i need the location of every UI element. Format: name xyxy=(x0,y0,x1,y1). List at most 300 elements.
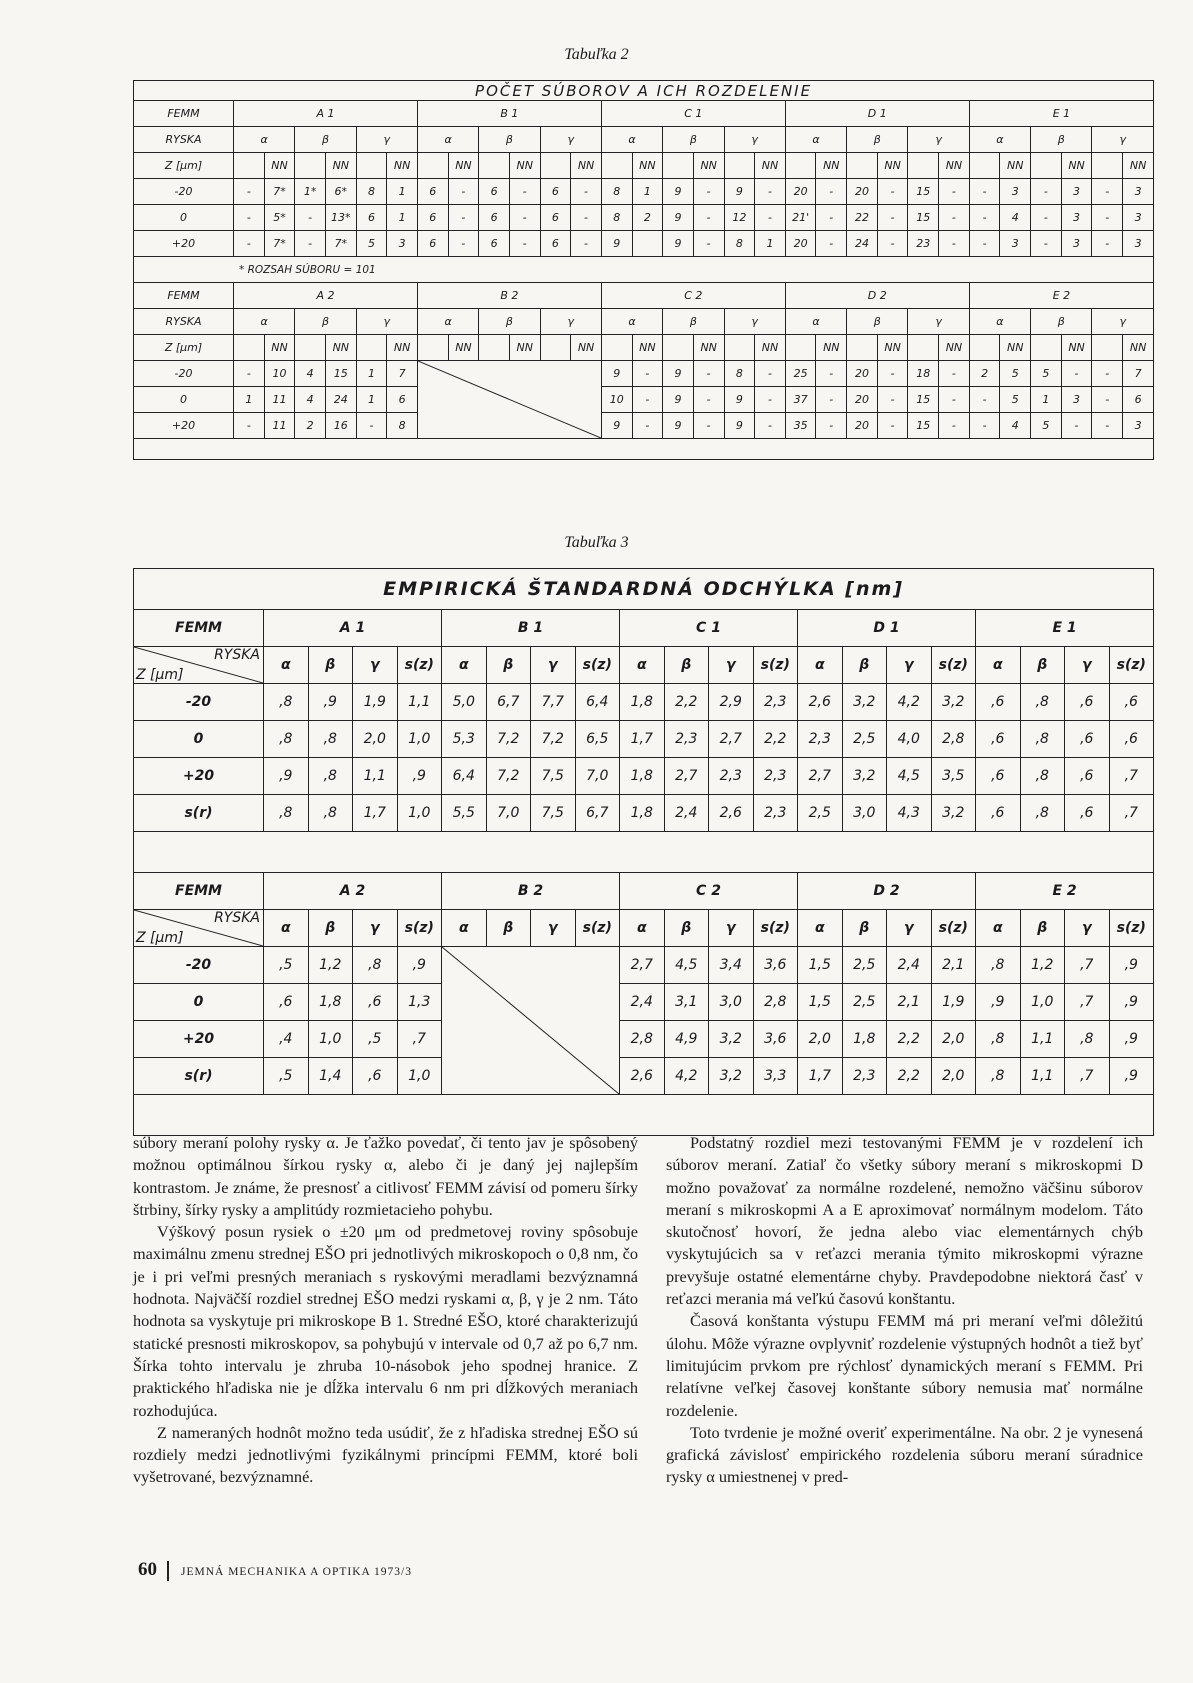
table-cell: 1,3 xyxy=(397,984,442,1021)
nn-label: NN xyxy=(877,335,908,361)
table-cell: - xyxy=(877,231,908,257)
table-cell: - xyxy=(939,205,970,231)
table-cell: 2,4 xyxy=(620,984,665,1021)
paragraph: Časová konštanta výstupu FEMM má pri meraní veľmi dôležitú úlohu. Môže výrazne ovplyvniť rozdelenie výstupných hodnôt a tiež byť limitujúcim prvkom pre rýchlosť dynamických meraní s FEMM. Pri relatívne veľkej časovej konštante súbory nemusia mať normálne rozdelenie. xyxy=(666,1311,1143,1420)
table-cell: 1 xyxy=(234,387,265,413)
table-cell: ,7 xyxy=(1109,758,1154,795)
data-row xyxy=(134,231,1154,257)
column-header: α xyxy=(976,910,1021,947)
blank-cell xyxy=(1092,153,1123,179)
table-cell: - xyxy=(939,387,970,413)
row-label: 0 xyxy=(134,721,264,758)
note-row xyxy=(134,257,1154,283)
microscope-header: B 1 xyxy=(417,101,601,127)
column-header: β xyxy=(308,910,353,947)
table-cell: 7,0 xyxy=(575,758,620,795)
table-cell: - xyxy=(632,387,663,413)
blank-cell xyxy=(1031,153,1062,179)
table-cell: - xyxy=(877,413,908,439)
table-cell: 6 xyxy=(417,205,448,231)
table-cell: - xyxy=(969,413,1000,439)
z-value: 0 xyxy=(134,387,234,413)
ryska-label: RYSKA xyxy=(134,127,234,153)
table-cell: ,7 xyxy=(397,1021,442,1058)
table-cell: 7* xyxy=(264,231,295,257)
table-cell: 3,5 xyxy=(931,758,976,795)
table-cell: - xyxy=(939,413,970,439)
z-um-label: Z [μm] xyxy=(136,930,184,946)
table-cell: 20 xyxy=(785,231,816,257)
column-header: α xyxy=(620,647,665,684)
microscope-header: B 1 xyxy=(442,610,620,647)
microscope-header: D 2 xyxy=(798,873,976,910)
z-value: +20 xyxy=(134,413,234,439)
ryska-row xyxy=(134,309,1154,335)
table-cell: 24 xyxy=(847,231,878,257)
title-row xyxy=(134,569,1154,610)
blank-cell xyxy=(479,335,510,361)
table-cell: 9 xyxy=(663,231,694,257)
table-cell: 6,5 xyxy=(575,721,620,758)
table-cell: ,9 xyxy=(397,947,442,984)
table-cell: 1,9 xyxy=(353,684,398,721)
table-cell: 20 xyxy=(847,361,878,387)
blank-cell xyxy=(234,153,265,179)
table-cell: 4,2 xyxy=(664,1058,709,1095)
table-cell: 23 xyxy=(908,231,939,257)
table-cell: - xyxy=(1031,179,1062,205)
z-value: 0 xyxy=(134,205,234,231)
table-cell: - xyxy=(509,179,540,205)
column-header-row xyxy=(134,910,1154,947)
table-cell: 2,8 xyxy=(620,1021,665,1058)
table-cell: - xyxy=(571,231,602,257)
table-cell: 9 xyxy=(663,361,694,387)
femm-label: FEMM xyxy=(134,610,264,647)
table-cell: 3,2 xyxy=(709,1021,754,1058)
table-cell: ,5 xyxy=(353,1021,398,1058)
table-cell: ,5 xyxy=(264,1058,309,1095)
column-header: α xyxy=(442,910,487,947)
table-cell: - xyxy=(969,387,1000,413)
table-cell: ,9 xyxy=(1109,984,1154,1021)
table-cell: 2,3 xyxy=(753,758,798,795)
spacer-row xyxy=(134,439,1154,460)
table-cell: - xyxy=(755,387,786,413)
table-cell: ,8 xyxy=(1020,795,1065,832)
z-um-label: Z [μm] xyxy=(136,667,184,683)
table-cell: 3 xyxy=(1061,387,1092,413)
table-cell: ,4 xyxy=(264,1021,309,1058)
table-cell: ,6 xyxy=(1065,721,1110,758)
femm-label: FEMM xyxy=(134,873,264,910)
data-row xyxy=(134,361,1154,387)
table-cell: 9 xyxy=(663,413,694,439)
table-cell: 2,3 xyxy=(753,795,798,832)
table-cell: - xyxy=(693,413,724,439)
greek-header: β xyxy=(663,127,724,153)
table-cell: ,8 xyxy=(353,947,398,984)
table-cell: ,8 xyxy=(976,1058,1021,1095)
row-label: 0 xyxy=(134,984,264,1021)
greek-header: α xyxy=(417,127,478,153)
table-cell: - xyxy=(234,179,265,205)
data-row xyxy=(134,1058,1154,1095)
column-header: β xyxy=(842,647,887,684)
table-cell: - xyxy=(448,231,479,257)
table-cell: - xyxy=(1092,387,1123,413)
table-cell: 1,1 xyxy=(397,684,442,721)
greek-header: γ xyxy=(908,309,969,335)
nn-label: NN xyxy=(693,335,724,361)
table-cell: 1,1 xyxy=(1020,1058,1065,1095)
table-title: POČET SÚBOROV A ICH ROZDELENIE xyxy=(134,81,1154,101)
nn-label: NN xyxy=(325,335,356,361)
table-cell: 8 xyxy=(356,179,387,205)
table-cell: 16 xyxy=(325,413,356,439)
greek-header: α xyxy=(969,127,1030,153)
table-cell: 6 xyxy=(540,231,571,257)
greek-header: γ xyxy=(356,309,417,335)
b2-empty-diagonal xyxy=(417,361,601,439)
nn-label: NN xyxy=(1123,335,1154,361)
data-row xyxy=(134,387,1154,413)
table-cell: - xyxy=(969,179,1000,205)
blank-cell xyxy=(234,335,265,361)
spacer-row xyxy=(134,1095,1154,1136)
greek-header: γ xyxy=(356,127,417,153)
greek-header: γ xyxy=(908,127,969,153)
table-cell: 6,7 xyxy=(575,795,620,832)
greek-header: γ xyxy=(1092,127,1154,153)
table-cell: ,8 xyxy=(308,795,353,832)
table-cell: - xyxy=(1061,361,1092,387)
group-header-row xyxy=(134,873,1154,910)
table-cell: 2,1 xyxy=(887,984,932,1021)
table-cell: - xyxy=(939,231,970,257)
table-cell: 2,5 xyxy=(842,984,887,1021)
table-cell: - xyxy=(755,179,786,205)
table-cell: ,6 xyxy=(976,721,1021,758)
table-cell: 7,2 xyxy=(486,758,531,795)
table-cell: 3 xyxy=(1123,205,1154,231)
nn-label: NN xyxy=(939,335,970,361)
table-cell: 2,0 xyxy=(798,1021,843,1058)
table-cell: 6 xyxy=(1123,387,1154,413)
row-label: -20 xyxy=(134,684,264,721)
blank-cell xyxy=(847,153,878,179)
table-cell: 1 xyxy=(356,387,387,413)
table-cell: 2,2 xyxy=(664,684,709,721)
table-cell: 2,8 xyxy=(931,721,976,758)
data-row xyxy=(134,179,1154,205)
table-cell: 3 xyxy=(1123,231,1154,257)
table-cell: ,9 xyxy=(264,758,309,795)
table-cell: 7,2 xyxy=(486,721,531,758)
table-cell: 35 xyxy=(785,413,816,439)
table-cell: 13* xyxy=(325,205,356,231)
table-2-caption: Tabuľka 2 xyxy=(564,46,629,63)
table-cell: 6 xyxy=(540,205,571,231)
table-cell: - xyxy=(1092,231,1123,257)
greek-header: β xyxy=(663,309,724,335)
table-cell: 1,8 xyxy=(842,1021,887,1058)
table-cell: 2,5 xyxy=(842,947,887,984)
table-cell: 3 xyxy=(1123,413,1154,439)
row-label: +20 xyxy=(134,1021,264,1058)
nn-label: NN xyxy=(816,153,847,179)
table-cell: - xyxy=(571,179,602,205)
table-cell: 8 xyxy=(601,205,632,231)
table-cell: ,7 xyxy=(1065,1058,1110,1095)
greek-header: β xyxy=(479,127,540,153)
spacer-row xyxy=(134,832,1154,873)
table-cell: 1 xyxy=(632,179,663,205)
table-cell: 4 xyxy=(1000,205,1031,231)
microscope-header: E 1 xyxy=(976,610,1154,647)
table-cell: 7 xyxy=(387,361,418,387)
greek-header: β xyxy=(1031,309,1092,335)
table-cell: 1,8 xyxy=(308,984,353,1021)
table-cell: 1,0 xyxy=(1020,984,1065,1021)
data-row xyxy=(134,1021,1154,1058)
footer-divider xyxy=(167,1561,169,1581)
nn-label: NN xyxy=(448,335,479,361)
table-cell: - xyxy=(295,205,326,231)
table-cell: - xyxy=(693,361,724,387)
row-label: s(r) xyxy=(134,1058,264,1095)
table-cell: 5 xyxy=(1000,387,1031,413)
table-cell: 1,0 xyxy=(397,1058,442,1095)
table-cell: 9 xyxy=(663,387,694,413)
blank-cell xyxy=(969,153,1000,179)
table-cell: 6 xyxy=(540,179,571,205)
table-cell: 2,8 xyxy=(753,984,798,1021)
microscope-header: B 2 xyxy=(442,873,620,910)
microscope-header: E 2 xyxy=(976,873,1154,910)
nn-label: NN xyxy=(387,153,418,179)
nn-row xyxy=(134,153,1154,179)
table-cell: - xyxy=(755,413,786,439)
table-cell: 7,7 xyxy=(531,684,576,721)
table-cell: 2,0 xyxy=(353,721,398,758)
column-header: α xyxy=(442,647,487,684)
table-cell: 2,0 xyxy=(931,1021,976,1058)
table-cell: - xyxy=(877,205,908,231)
table-cell: 2,7 xyxy=(709,721,754,758)
microscope-header: D 1 xyxy=(798,610,976,647)
greek-header: β xyxy=(847,127,908,153)
blank-cell xyxy=(1031,335,1062,361)
table-cell: 5,3 xyxy=(442,721,487,758)
microscope-header: C 2 xyxy=(601,283,785,309)
table-cell: 6 xyxy=(356,205,387,231)
table-cell: ,8 xyxy=(1020,721,1065,758)
table-cell: ,8 xyxy=(1020,684,1065,721)
table-cell: 21' xyxy=(785,205,816,231)
table-cell: 4,3 xyxy=(887,795,932,832)
table-cell: 3,2 xyxy=(842,758,887,795)
table-cell: 2 xyxy=(632,205,663,231)
blank-cell xyxy=(601,153,632,179)
column-header: α xyxy=(798,647,843,684)
table-cell: 3,6 xyxy=(753,947,798,984)
z-value: +20 xyxy=(134,231,234,257)
column-header: s(z) xyxy=(931,647,976,684)
table-cell: ,6 xyxy=(1109,684,1154,721)
table-cell: 6,4 xyxy=(442,758,487,795)
nn-label: NN xyxy=(1000,335,1031,361)
table-cell: 2,6 xyxy=(620,1058,665,1095)
table-cell: 6* xyxy=(325,179,356,205)
z-value: -20 xyxy=(134,179,234,205)
column-header: β xyxy=(308,647,353,684)
column-header: α xyxy=(620,910,665,947)
paragraph: Výškový posun rysiek o ±20 μm od predmetovej roviny spôsobuje maximálnu zmenu strednej EŠO pri jednotlivých mikroskopoch o 0,8 nm, čo je i pri veľmi presných meraniach s ryskovými meradlami bezvýznamná hodnota. Najväčší rozdiel strednej EŠO medzi ryskami α, β, γ je 2 nm. Táto hodnota sa vyskytuje pri mikroskope B 1. Stredné EŠO, ktoré charakterizujú statické presnosti mikroskopov, sa pohybujú v intervale od 0,7 až po 6,7 nm. Šírka tohto intervalu je zhruba 10-násobok jeho spodnej hranice. Z praktického hľadiska nie je dĺžka intervalu 6 nm pri dĺžkových meraniach rozhodujúca. xyxy=(133,1222,638,1420)
blank-cell xyxy=(417,153,448,179)
table-cell: 3,6 xyxy=(753,1021,798,1058)
microscope-header: B 2 xyxy=(417,283,601,309)
column-header: γ xyxy=(887,647,932,684)
nn-label: NN xyxy=(1000,153,1031,179)
table-cell: 3 xyxy=(1061,179,1092,205)
greek-header: γ xyxy=(724,127,785,153)
table-cell: 1,8 xyxy=(620,795,665,832)
table-cell: 4,5 xyxy=(664,947,709,984)
table-cell: - xyxy=(295,231,326,257)
table-cell: - xyxy=(234,413,265,439)
blank-cell xyxy=(417,335,448,361)
table-cell: ,7 xyxy=(1065,947,1110,984)
table-cell: ,8 xyxy=(1020,758,1065,795)
table-cell: 3,2 xyxy=(842,684,887,721)
table-cell: - xyxy=(969,231,1000,257)
nn-label: NN xyxy=(632,335,663,361)
table-cell: 8 xyxy=(601,179,632,205)
z-um-label: Z [μm] xyxy=(134,153,234,179)
microscope-header: C 2 xyxy=(620,873,798,910)
microscope-header: C 1 xyxy=(620,610,798,647)
data-row xyxy=(134,205,1154,231)
blank-cell xyxy=(1092,335,1123,361)
blank-cell xyxy=(356,335,387,361)
table-cell: 9 xyxy=(601,413,632,439)
z-value: -20 xyxy=(134,361,234,387)
table-cell: - xyxy=(939,361,970,387)
table-cell: - xyxy=(1092,205,1123,231)
nn-label: NN xyxy=(509,335,540,361)
table-cell: 6 xyxy=(479,231,510,257)
blank-cell xyxy=(847,335,878,361)
microscope-header: A 1 xyxy=(264,610,442,647)
table-cell: 2,4 xyxy=(664,795,709,832)
z-um-label: Z [μm] xyxy=(134,335,234,361)
blank-row xyxy=(134,439,1154,460)
table-cell: 5* xyxy=(264,205,295,231)
table-cell: - xyxy=(755,205,786,231)
table-cell: 5 xyxy=(1031,413,1062,439)
table-cell: 8 xyxy=(724,231,755,257)
table-cell: 6 xyxy=(417,179,448,205)
table-cell: 1,8 xyxy=(620,684,665,721)
table-cell: 1,5 xyxy=(798,947,843,984)
table-cell: 1 xyxy=(356,361,387,387)
table-cell: ,6 xyxy=(976,795,1021,832)
table-cell: - xyxy=(816,231,847,257)
table-cell: 6,7 xyxy=(486,684,531,721)
table-cell: 3 xyxy=(387,231,418,257)
column-header: s(z) xyxy=(753,647,798,684)
group-header-row xyxy=(134,101,1154,127)
greek-header: α xyxy=(234,127,295,153)
table-cell: 20 xyxy=(847,179,878,205)
table-cell: - xyxy=(816,387,847,413)
table-cell: 24 xyxy=(325,387,356,413)
nn-label: NN xyxy=(571,335,602,361)
blank-cell xyxy=(785,335,816,361)
table-cell: 9 xyxy=(724,413,755,439)
table-cell: 1,1 xyxy=(1020,1021,1065,1058)
table-cell: 3 xyxy=(1061,205,1092,231)
table-cell: 9 xyxy=(601,231,632,257)
table-cell: 4,5 xyxy=(887,758,932,795)
femm-label: FEMM xyxy=(134,283,234,309)
table-cell: ,7 xyxy=(1109,795,1154,832)
table-cell: - xyxy=(234,361,265,387)
table-cell: - xyxy=(632,413,663,439)
microscope-header: A 2 xyxy=(264,873,442,910)
table-cell: ,6 xyxy=(353,984,398,1021)
table-cell: 2,7 xyxy=(664,758,709,795)
table-cell: 3,0 xyxy=(842,795,887,832)
microscope-header: A 1 xyxy=(234,101,418,127)
table-cell: 5 xyxy=(1000,361,1031,387)
table-cell: 8 xyxy=(387,413,418,439)
greek-header: β xyxy=(295,309,356,335)
table-cell: - xyxy=(632,361,663,387)
greek-header: α xyxy=(969,309,1030,335)
paragraph: Podstatný rozdiel mezi testovanými FEMM je v rozdelení ich súborov meraní. Zatiaľ čo všetky súbory meraní s mikroskopmi D možno považovať za normálne rozdelené, nemožno väčšinu súborov meraní s mikroskopmi A a E aproximovať normálnym modelom. Táto skutočnosť hovorí, že jedna alebo viac elementárnych chýb vyskytujúcich sa v reťazci merania týmito mikroskopmi výrazne prevyšuje ostatné elementárne chyby. Pravdepodobne niektorá časť v reťazci merania má veľkú časovú konštantu. xyxy=(666,1133,1143,1309)
table-cell: 4 xyxy=(1000,413,1031,439)
body-text-right-column xyxy=(666,1132,1143,1489)
table-cell: 6 xyxy=(479,205,510,231)
table-cell: 5 xyxy=(1031,361,1062,387)
table-cell: 8 xyxy=(724,361,755,387)
nn-label: NN xyxy=(939,153,970,179)
table-cell: 2,6 xyxy=(798,684,843,721)
table-cell: - xyxy=(693,231,724,257)
nn-label: NN xyxy=(571,153,602,179)
column-header: s(z) xyxy=(931,910,976,947)
microscope-header: D 1 xyxy=(785,101,969,127)
nn-label: NN xyxy=(387,335,418,361)
nn-label: NN xyxy=(448,153,479,179)
table-cell: 2,5 xyxy=(798,795,843,832)
ryska-label: RYSKA xyxy=(214,647,260,663)
greek-header: α xyxy=(785,309,846,335)
table-cell: 1,0 xyxy=(397,721,442,758)
column-header: γ xyxy=(353,647,398,684)
table-cell: 2,3 xyxy=(753,684,798,721)
table-cell: ,9 xyxy=(1109,947,1154,984)
blank-cell xyxy=(969,335,1000,361)
table-title: EMPIRICKÁ ŠTANDARDNÁ ODCHÝLKA [nm] xyxy=(134,569,1154,610)
table-cell: 6,4 xyxy=(575,684,620,721)
table-cell: 6 xyxy=(479,179,510,205)
table-cell: 1,8 xyxy=(620,758,665,795)
table-cell: 2,1 xyxy=(931,947,976,984)
greek-header: γ xyxy=(540,309,601,335)
